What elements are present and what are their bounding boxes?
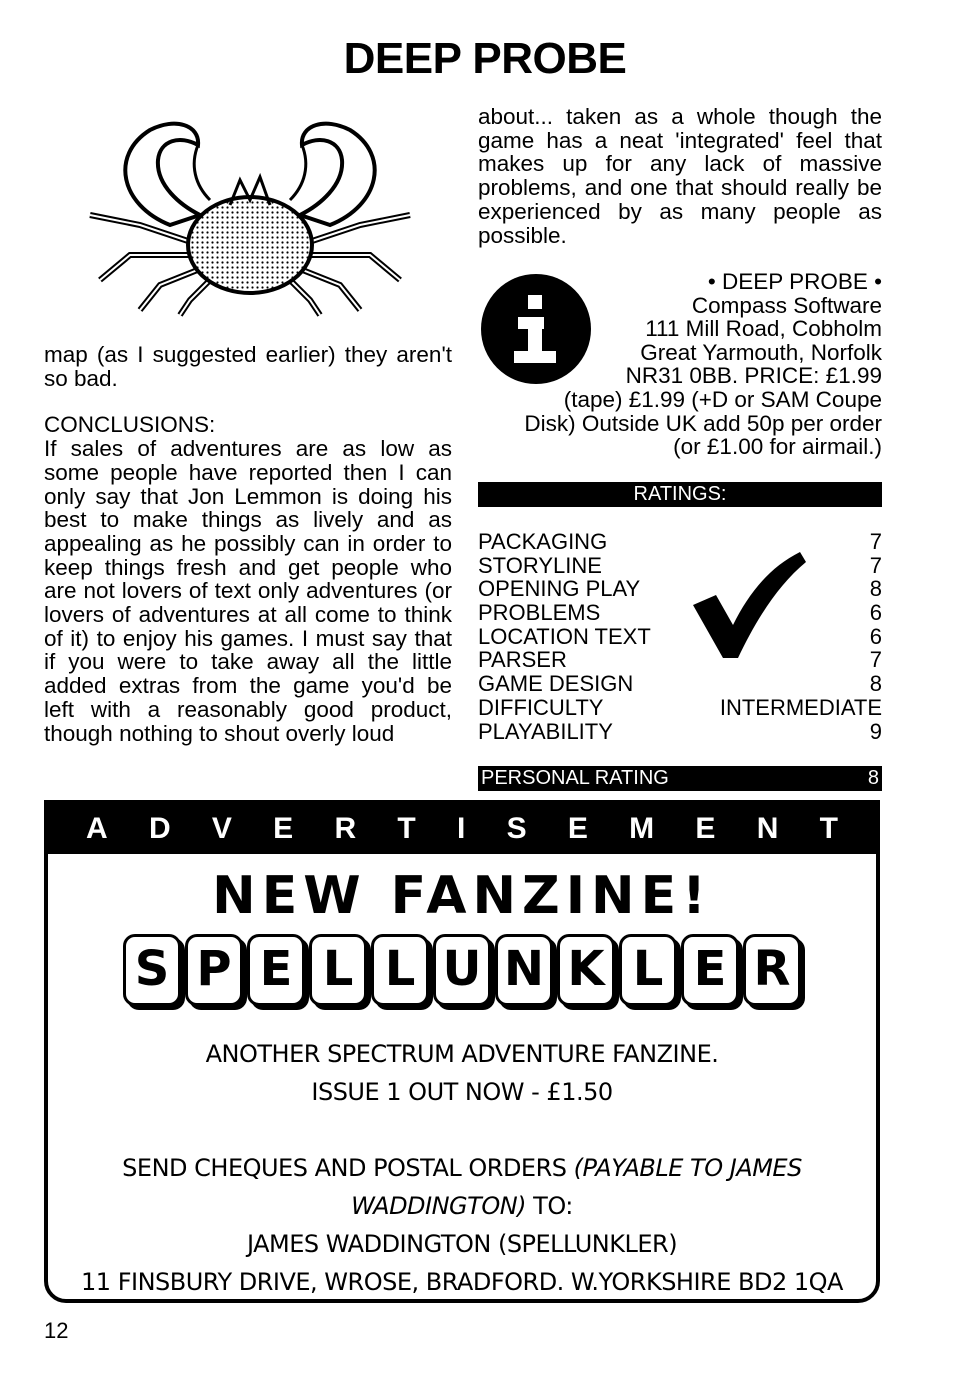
rating-label: GAME DESIGN [478,671,634,697]
rating-row [478,696,882,720]
rating-value: 7 [869,552,882,578]
logo-letter: R [743,934,801,1006]
advert-text-italic: WADDINGTON) [351,1192,527,1220]
page-number: 12 [44,1318,69,1343]
crab-illustration [80,105,420,320]
rating-label: PACKAGING [478,529,608,554]
logo-letter: P [185,934,243,1006]
rating-label: OPENING PLAY [478,576,641,602]
rating-row [478,577,882,601]
body-paragraph: If sales of adventures are as low as some people have reported then I can only say that Jon Lemmon is doing his best to make things as lively and as appealing as he possibly can in order to keep things fresh and get people who are not lovers of text only adventures (or lovers of adventures at all come to think of it) to enjoy his games. I must say that if you were to take away all the little added extras from the game you'd be left with a reasonably good product, though nothing to shout overly loud [44,436,452,746]
header-letter: N [756,812,779,845]
rating-row [478,672,882,696]
logo-letter: E [681,934,739,1006]
rating-row [478,601,882,625]
logo-letter: N [495,934,553,1006]
section-heading: CONCLUSIONS: [44,412,216,438]
info-line: (tape) £1.99 (+D or SAM Coupe [563,386,882,412]
info-line: NR31 0BB. PRICE: £1.99 [625,363,882,389]
left-column [44,343,452,745]
info-line: Compass Software [691,292,882,318]
rating-value: 6 [869,600,882,626]
rating-value: 9 [869,718,882,744]
body-paragraph: map (as I suggested earlier) they aren't so bad. [44,342,452,391]
logo-letter: L [619,934,677,1006]
rating-value: 8 [869,671,882,697]
rating-value: 6 [869,623,882,649]
advert-text-italic: (PAYABLE TO JAMES [573,1154,802,1182]
advert-line: ANOTHER SPECTRUM ADVENTURE FANZINE. [205,1040,719,1068]
advert-text: SEND CHEQUES AND POSTAL ORDERS [122,1154,574,1182]
rating-row [478,720,882,744]
rating-row [478,554,882,578]
personal-rating-value: 8 [867,767,879,789]
body-paragraph: about... taken as a whole though the game has a neat 'integrated' feel that makes up for any lack of massive problems, and one that should really be experienced by as many people as possible. [478,104,882,248]
advertisement-header [48,804,876,854]
logo-letter: U [433,934,491,1006]
logo-letter: L [309,934,367,1006]
personal-rating-bar [478,766,882,791]
advert-address: 11 FINSBURY DRIVE, WROSE, BRADFORD. W.YORKSHIRE BD2 1QA [81,1268,843,1296]
rating-label: PARSER [478,647,567,673]
header-letter: A [86,812,108,845]
info-line: Great Yarmouth, Norfolk [640,339,882,365]
advert-headline: NEW FANZINE! [212,866,712,926]
header-letter: I [456,812,466,845]
info-box [478,270,882,459]
rating-row [478,530,882,554]
logo-letter: S [123,934,181,1006]
checkmark-icon [688,550,808,660]
personal-rating-label: PERSONAL RATING [481,767,669,789]
rating-label: LOCATION TEXT [478,623,651,649]
info-line: Disk) Outside UK add 50p per order [524,410,882,436]
header-letter: R [334,812,357,845]
rating-value: 7 [869,529,882,554]
spellunkler-logo [48,934,876,1014]
header-letter: D [148,812,171,845]
page-title: DEEP PROBE [343,34,627,83]
header-letter: V [211,812,232,845]
header-letter: T [397,812,416,845]
advertisement-box [44,800,880,1303]
info-line: • DEEP PROBE • [707,269,882,294]
rating-row [478,625,882,649]
ratings-table [478,530,882,743]
rating-value: 8 [869,576,882,602]
header-letter: E [273,812,294,845]
header-letter: E [695,812,716,845]
header-letter: T [819,812,838,845]
rating-row [478,648,882,672]
advert-text: TO: [526,1192,573,1220]
rating-label: STORYLINE [478,552,602,578]
advert-line [48,1192,876,1220]
header-letter: E [567,812,588,845]
advert-line [48,1154,876,1182]
info-line: (or £1.00 for airmail.) [673,434,882,460]
header-letter: M [629,812,655,845]
rating-label: DIFFICULTY [478,694,604,720]
rating-value: 7 [869,647,882,673]
ratings-header: RATINGS: [478,482,882,507]
rating-value: INTERMEDIATE [719,694,882,720]
logo-letter: E [247,934,305,1006]
right-column [478,105,882,247]
advert-line: ISSUE 1 OUT NOW - £1.50 [311,1078,613,1106]
rating-label: PROBLEMS [478,600,601,626]
info-line: 111 Mill Road, Cobholm [645,316,882,342]
advert-line: JAMES WADDINGTON (SPELLUNKLER) [246,1230,678,1258]
logo-letter: K [557,934,615,1006]
rating-label: PLAYABILITY [478,718,613,744]
logo-letter: L [371,934,429,1006]
header-letter: S [506,812,527,845]
